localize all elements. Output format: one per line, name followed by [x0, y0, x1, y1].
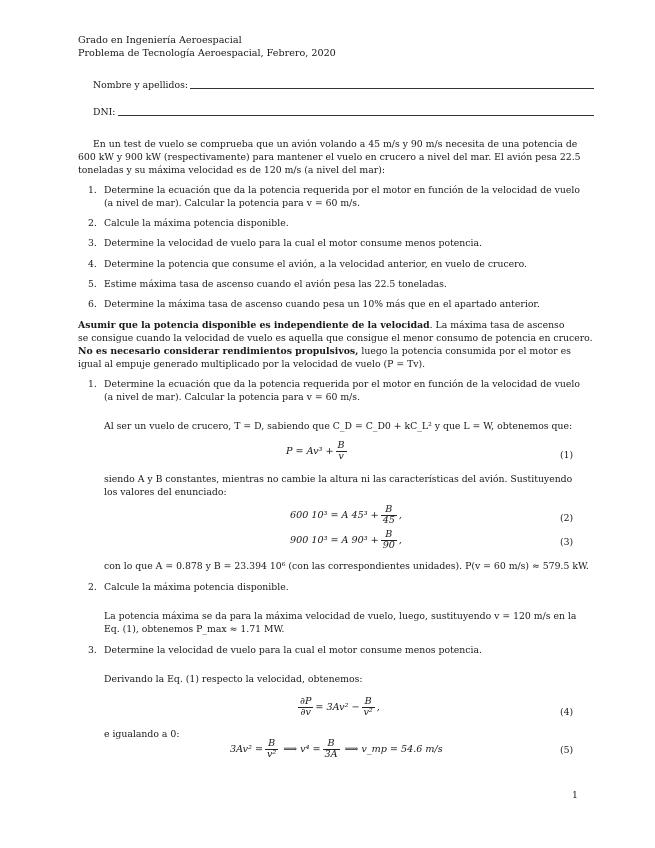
equation-number: (4) [560, 707, 574, 718]
solution-text: con lo que A = 0.878 y B = 23.394 10⁶ (con las correspondientes unidades). P(v = 60 m/s) ≈ 579.5 kW. [104, 561, 589, 572]
question-text: Determine la potencia que consume el avión, a la velocidad anterior, en vuelo de crucero. [104, 259, 527, 270]
dni-field[interactable] [118, 115, 594, 116]
intro-line: 600 kW y 900 kW (respectivamente) para mantener el vuelo en crucero a nivel del mar. El avión pesa 22.5 [78, 152, 581, 163]
name-field[interactable] [190, 88, 594, 89]
solution-text: Al ser un vuelo de crucero, T = D, sabiendo que C_D = C_D0 + kC_L² y que L = W, obtenemos que: [104, 421, 573, 432]
equation-4: $\frac{\partial P}{\partial v}$ = 3Av² − $\frac{B}{\text{v²}}$ , [300, 696, 380, 718]
solution-number: 1. [88, 379, 97, 390]
question-text: (a nivel de mar). Calcular la potencia para v = 60 m/s. [104, 198, 361, 209]
equation-number: (1) [560, 450, 574, 461]
solution-text: Calcule la máxima potencia disponible. [104, 582, 289, 593]
assumption-line: Asumir que la potencia disponible es independiente de la velocidad. La máxima tasa de ascenso [78, 320, 565, 331]
question-number: 2. [88, 218, 97, 229]
question-text: Determine la ecuación que da la potencia requerida por el motor en función de la velocidad de vuelo [104, 185, 580, 196]
question-text: Determine la velocidad de vuelo para la cual el motor consume menos potencia. [104, 238, 482, 249]
equation-3: 900 10³ = A 90³ + $\frac{B}{90}$ , [290, 529, 402, 551]
equation-number: (5) [560, 745, 574, 756]
assumption-line: igual al empuje generado multiplicado por la velocidad de vuelo (P = Tv). [78, 359, 426, 370]
intro-line: toneladas y su máxima velocidad es de 120 m/s (a nivel del mar): [78, 165, 385, 176]
equation-2: 600 10³ = A 45³ + $\frac{B}{45}$ , [290, 504, 402, 526]
header-line1: Grado en Ingeniería Aeroespacial [78, 35, 242, 46]
solution-number: 3. [88, 645, 97, 656]
assumption-line: No es necesario considerar rendimientos propulsivos, luego la potencia consumida por el motor es [78, 346, 571, 357]
solution-text: La potencia máxima se da para la máxima velocidad de vuelo, luego, sustituyendo v = 120 m/s en la [104, 611, 577, 622]
solution-text: Eq. (1), obtenemos P_max ≈ 1.71 MW. [104, 624, 285, 635]
page-number: 1 [572, 790, 578, 801]
equation-number: (3) [560, 537, 574, 548]
question-text: Calcule la máxima potencia disponible. [104, 218, 289, 229]
solution-text: e igualando a 0: [104, 729, 180, 740]
question-number: 4. [88, 259, 97, 270]
equation-1: P = Av³ + $\frac{B}{v}$ [286, 440, 345, 462]
question-text: Determine la máxima tasa de ascenso cuando pesa un 10% más que en el apartado anterior. [104, 299, 540, 310]
dni-label: DNI: [93, 107, 116, 118]
solution-text: siendo A y B constantes, mientras no cambie la altura ni las características del avión. Sustituyendo [104, 474, 573, 485]
question-text: Estime máxima tasa de ascenso cuando el avión pesa las 22.5 toneladas. [104, 279, 447, 290]
equation-5: 3Av² = $\frac{B}{\text{v²}}$ ⟹ v⁴ = $\frac{B}{3A}$ ⟹ v_mp = 54.6 m/s [230, 738, 443, 760]
solution-text: Determine la velocidad de vuelo para la cual el motor consume menos potencia. [104, 645, 482, 656]
solution-text: Derivando la Eq. (1) respecto la velocidad, obtenemos: [104, 674, 363, 685]
header-line2: Problema de Tecnología Aeroespacial, Febrero, 2020 [78, 48, 336, 59]
intro-line: En un test de vuelo se comprueba que un avión volando a 45 m/s y 90 m/s necesita de una potencia de [93, 139, 578, 150]
question-number: 6. [88, 299, 97, 310]
question-number: 1. [88, 185, 97, 196]
name-label: Nombre y apellidos: [93, 80, 188, 91]
solution-number: 2. [88, 582, 97, 593]
question-number: 5. [88, 279, 97, 290]
solution-text: Determine la ecuación que da la potencia requerida por el motor en función de la velocidad de vuelo [104, 379, 580, 390]
assumption-line: se consigue cuando la velocidad de vuelo es aquella que consigue el menor consumo de potencia en crucero. [78, 333, 593, 344]
question-number: 3. [88, 238, 97, 249]
solution-text: (a nivel de mar). Calcular la potencia para v = 60 m/s. [104, 392, 361, 403]
equation-number: (2) [560, 513, 574, 524]
solution-text: los valores del enunciado: [104, 487, 227, 498]
